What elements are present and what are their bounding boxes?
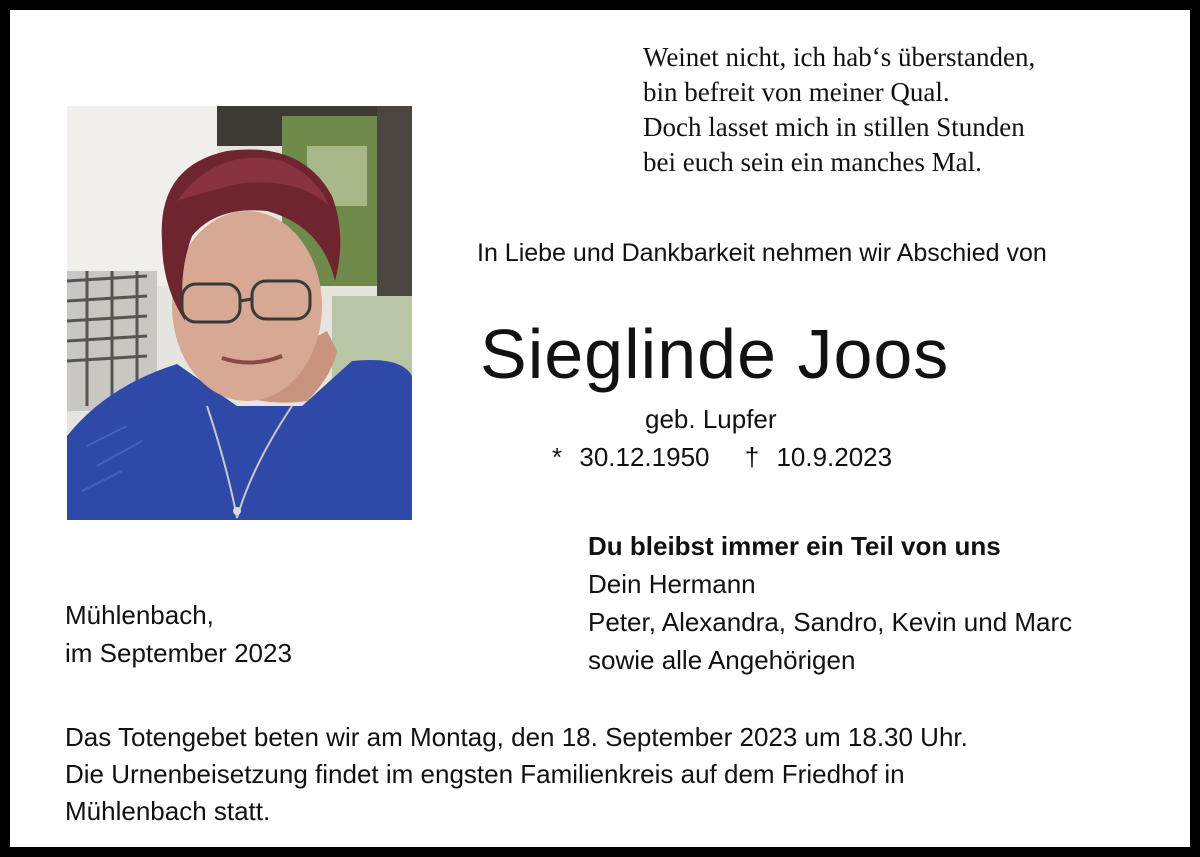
- poem: [643, 40, 1163, 180]
- funeral-notice: [65, 719, 1165, 830]
- maiden-name: geb. Lupfer: [645, 404, 777, 434]
- poem-line: bei euch sein ein manches Mal.: [643, 147, 982, 177]
- notice-line: Die Urnenbeisetzung findet im engsten Familienkreis auf dem Friedhof in: [65, 759, 905, 789]
- place-line: Mühlenbach,: [65, 600, 214, 630]
- portrait-photo: [67, 106, 412, 520]
- birth-star-icon: *: [552, 442, 563, 472]
- mourner-line: Peter, Alexandra, Sandro, Kevin und Marc: [588, 607, 1073, 637]
- mourner-line: sowie alle Angehörigen: [588, 645, 856, 675]
- notice-line: Mühlenbach statt.: [65, 796, 271, 826]
- poem-line: bin befreit von meiner Qual.: [643, 77, 950, 107]
- mourner-line: Dein Hermann: [588, 569, 756, 599]
- mourners: [588, 527, 1072, 679]
- place-and-date: [65, 596, 292, 672]
- life-dates: [552, 442, 892, 473]
- birth-date: 30.12.1950: [579, 442, 710, 472]
- mourners-headline: Du bleibst immer ein Teil von uns: [588, 531, 1001, 561]
- notice-line: Das Totengebet beten wir am Montag, den 18. September 2023 um 18.30 Uhr.: [65, 722, 968, 752]
- death-date: 10.9.2023: [776, 442, 893, 472]
- death-cross-icon: †: [744, 442, 760, 472]
- date-line: im September 2023: [65, 638, 292, 668]
- farewell-intro: In Liebe und Dankbarkeit nehmen wir Abschied von: [477, 239, 1047, 267]
- deceased-name: Sieglinde Joos: [480, 315, 950, 393]
- obituary-card: [10, 10, 1190, 847]
- poem-line: Weinet nicht, ich hab‘s überstanden,: [643, 42, 1036, 72]
- poem-line: Doch lasset mich in stillen Stunden: [643, 112, 1025, 142]
